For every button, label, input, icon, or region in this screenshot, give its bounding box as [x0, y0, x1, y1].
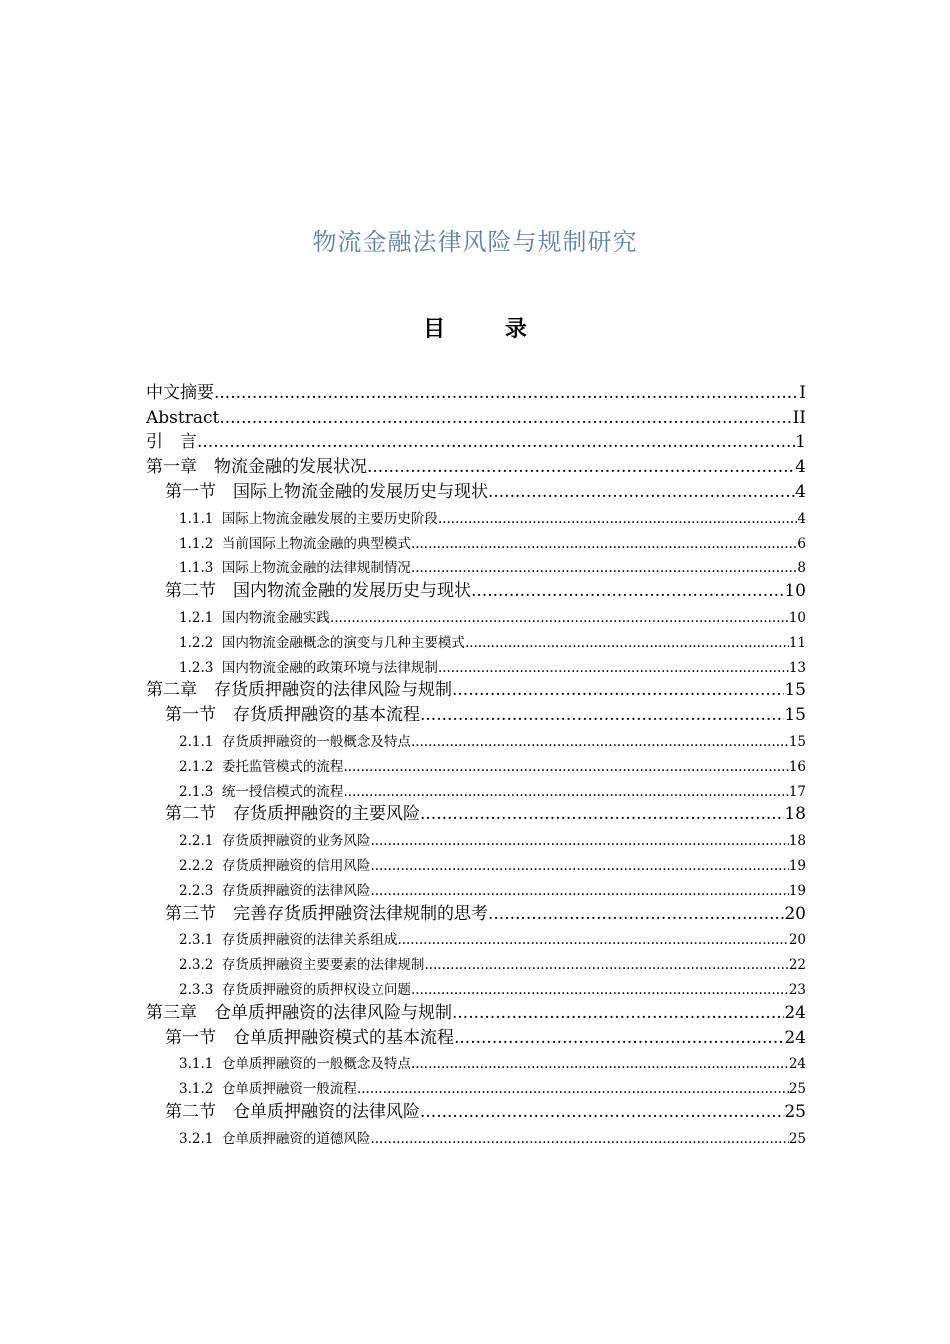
toc-entry-page: 22	[788, 957, 806, 974]
toc-dot-leader	[370, 883, 788, 899]
toc-entry-label: 第二节 存货质押融资的主要风险	[165, 804, 420, 825]
toc-dot-leader	[420, 705, 784, 725]
toc-dot-leader	[343, 784, 788, 800]
toc-entry[interactable]	[146, 403, 806, 428]
toc-entry-label: 3.1.2 仓单质押融资一般流程	[179, 1081, 357, 1098]
toc-entry-label: 第一节 仓单质押融资模式的基本流程	[165, 1027, 454, 1048]
toc-entry-page: 4	[795, 481, 806, 502]
toc-entry-label: 3.1.1 仓单质押融资的一般概念及特点	[179, 1056, 411, 1073]
toc-dot-leader	[420, 804, 784, 824]
table-of-contents	[146, 378, 806, 1147]
toc-entry-page: 15	[784, 705, 806, 726]
toc-entry-label: 3.2.1 仓单质押融资的道德风险	[179, 1130, 371, 1147]
toc-entry-label: 第一章 物流金融的发展状况	[146, 457, 367, 478]
toc-entry[interactable]	[146, 725, 806, 750]
toc-entry-label: 引 言	[146, 432, 197, 453]
toc-dot-leader	[420, 1102, 784, 1122]
toc-dot-leader	[343, 759, 788, 775]
toc-entry-page: 8	[797, 560, 806, 577]
toc-entry-page: 25	[784, 1101, 806, 1122]
toc-entry-page: 17	[788, 783, 806, 800]
toc-dot-leader	[488, 482, 795, 502]
toc-entry-label: 第三章 仓单质押融资的法律风险与规制	[146, 1002, 452, 1023]
toc-entry-label: 中文摘要	[146, 382, 214, 403]
toc-entry-page: 23	[788, 981, 806, 998]
toc-dot-leader	[214, 383, 799, 403]
toc-entry-page: 24	[788, 1056, 806, 1073]
toc-entry[interactable]	[146, 899, 806, 924]
toc-entry-page: 20	[788, 932, 806, 949]
toc-entry[interactable]	[146, 800, 806, 825]
toc-dot-leader	[452, 680, 784, 700]
toc-entry-label: Abstract	[146, 407, 220, 428]
toc-dot-leader	[370, 858, 788, 874]
toc-entry-page: II	[792, 407, 806, 428]
toc-dot-leader	[330, 610, 789, 626]
toc-entry-page: 10	[788, 609, 806, 626]
toc-entry-page: 15	[784, 680, 806, 701]
toc-entry[interactable]	[146, 700, 806, 725]
toc-entry-page: 19	[788, 882, 806, 899]
toc-entry-label: 第一节 存货质押融资的基本流程	[165, 705, 420, 726]
toc-dot-leader	[465, 635, 789, 651]
toc-entry[interactable]	[146, 527, 806, 552]
toc-entry[interactable]	[146, 651, 806, 676]
toc-dot-leader	[411, 536, 797, 552]
toc-dot-leader	[471, 581, 784, 601]
toc-entry-label: 第一节 国际上物流金融的发展历史与现状	[165, 481, 488, 502]
toc-entry[interactable]	[146, 576, 806, 601]
toc-entry[interactable]	[146, 1023, 806, 1048]
toc-entry-page: 19	[788, 857, 806, 874]
toc-dot-leader	[424, 957, 788, 973]
toc-dot-leader	[452, 1003, 784, 1023]
toc-entry-page: 16	[788, 758, 806, 775]
toc-dot-leader	[438, 660, 789, 676]
toc-entry[interactable]	[146, 775, 806, 800]
toc-dot-leader	[397, 932, 788, 948]
toc-entry[interactable]	[146, 849, 806, 874]
toc-entry-label: 2.3.2 存货质押融资主要要素的法律规制	[179, 957, 425, 974]
toc-entry-label: 1.1.2 当前国际上物流金融的典型模式	[179, 535, 411, 552]
toc-entry[interactable]	[146, 973, 806, 998]
toc-entry-page: I	[799, 382, 806, 403]
toc-dot-leader	[357, 1081, 789, 1097]
toc-entry[interactable]	[146, 1072, 806, 1097]
toc-dot-leader	[370, 833, 788, 849]
toc-entry-page: 25	[788, 1130, 806, 1147]
toc-dot-leader	[411, 1056, 789, 1072]
toc-entry[interactable]	[146, 1048, 806, 1073]
toc-entry-label: 2.2.2 存货质押融资的信用风险	[179, 857, 371, 874]
toc-dot-leader	[197, 432, 795, 452]
toc-entry[interactable]	[146, 428, 806, 453]
toc-entry-page: 10	[784, 581, 806, 602]
toc-entry[interactable]	[146, 502, 806, 527]
toc-entry-page: 24	[784, 1027, 806, 1048]
toc-entry-label: 2.1.1 存货质押融资的一般概念及特点	[179, 733, 411, 750]
toc-entry[interactable]	[146, 452, 806, 477]
toc-entry[interactable]	[146, 477, 806, 502]
toc-entry-label: 第三节 完善存货质押融资法律规制的思考	[165, 903, 488, 924]
toc-entry-label: 1.1.3 国际上物流金融的法律规制情况	[179, 560, 411, 577]
toc-dot-leader	[411, 560, 797, 576]
toc-entry[interactable]	[146, 601, 806, 626]
toc-entry[interactable]	[146, 1122, 806, 1147]
toc-entry[interactable]	[146, 874, 806, 899]
toc-entry-label: 第二节 仓单质押融资的法律风险	[165, 1101, 420, 1122]
toc-entry-page: 15	[788, 733, 806, 750]
toc-entry[interactable]	[146, 924, 806, 949]
toc-entry-label: 第二节 国内物流金融的发展历史与现状	[165, 581, 471, 602]
toc-dot-leader	[438, 511, 797, 527]
toc-entry[interactable]	[146, 1097, 806, 1122]
toc-dot-leader	[367, 457, 795, 477]
toc-heading: 目 录	[423, 316, 553, 342]
toc-dot-leader	[454, 1028, 784, 1048]
toc-entry-page: 25	[788, 1081, 806, 1098]
toc-entry[interactable]	[146, 998, 806, 1023]
toc-dot-leader	[219, 408, 792, 428]
toc-entry-page: 4	[797, 510, 806, 527]
toc-entry-label: 2.1.3 统一授信模式的流程	[179, 783, 344, 800]
toc-entry[interactable]	[146, 676, 806, 701]
toc-dot-leader	[488, 904, 784, 924]
toc-entry-label: 2.1.2 委托监管模式的流程	[179, 758, 344, 775]
toc-entry-page: 13	[788, 659, 806, 676]
toc-dot-leader	[370, 1131, 788, 1147]
toc-entry-label: 1.2.3 国内物流金融的政策环境与法律规制	[179, 659, 438, 676]
toc-entry-page: 4	[795, 457, 806, 478]
toc-entry-label: 第二章 存货质押融资的法律风险与规制	[146, 680, 452, 701]
toc-entry[interactable]	[146, 948, 806, 973]
document-title: 物流金融法律风险与规制研究	[312, 228, 638, 256]
toc-entry-page: 24	[784, 1002, 806, 1023]
toc-entry-label: 2.3.1 存货质押融资的法律关系组成	[179, 932, 398, 949]
toc-dot-leader	[411, 982, 789, 998]
toc-entry-label: 1.1.1 国际上物流金融发展的主要历史阶段	[179, 510, 438, 527]
toc-entry-label: 2.2.1 存货质押融资的业务风险	[179, 833, 371, 850]
toc-entry-label: 2.2.3 存货质押融资的法律风险	[179, 882, 371, 899]
toc-entry[interactable]	[146, 750, 806, 775]
toc-entry-page: 6	[797, 535, 806, 552]
toc-entry-page: 11	[788, 634, 806, 651]
toc-entry[interactable]	[146, 824, 806, 849]
toc-entry-page: 18	[788, 833, 806, 850]
toc-entry-page: 20	[784, 903, 806, 924]
toc-entry-label: 1.2.2 国内物流金融概念的演变与几种主要模式	[179, 634, 465, 651]
toc-entry-label: 2.3.3 存货质押融资的质押权设立问题	[179, 981, 411, 998]
toc-entry-label: 1.2.1 国内物流金融实践	[179, 609, 330, 626]
toc-entry[interactable]	[146, 552, 806, 577]
toc-entry-page: 18	[784, 804, 806, 825]
toc-entry[interactable]	[146, 626, 806, 651]
toc-entry-page: 1	[795, 432, 806, 453]
toc-dot-leader	[411, 734, 789, 750]
toc-entry[interactable]	[146, 378, 806, 403]
